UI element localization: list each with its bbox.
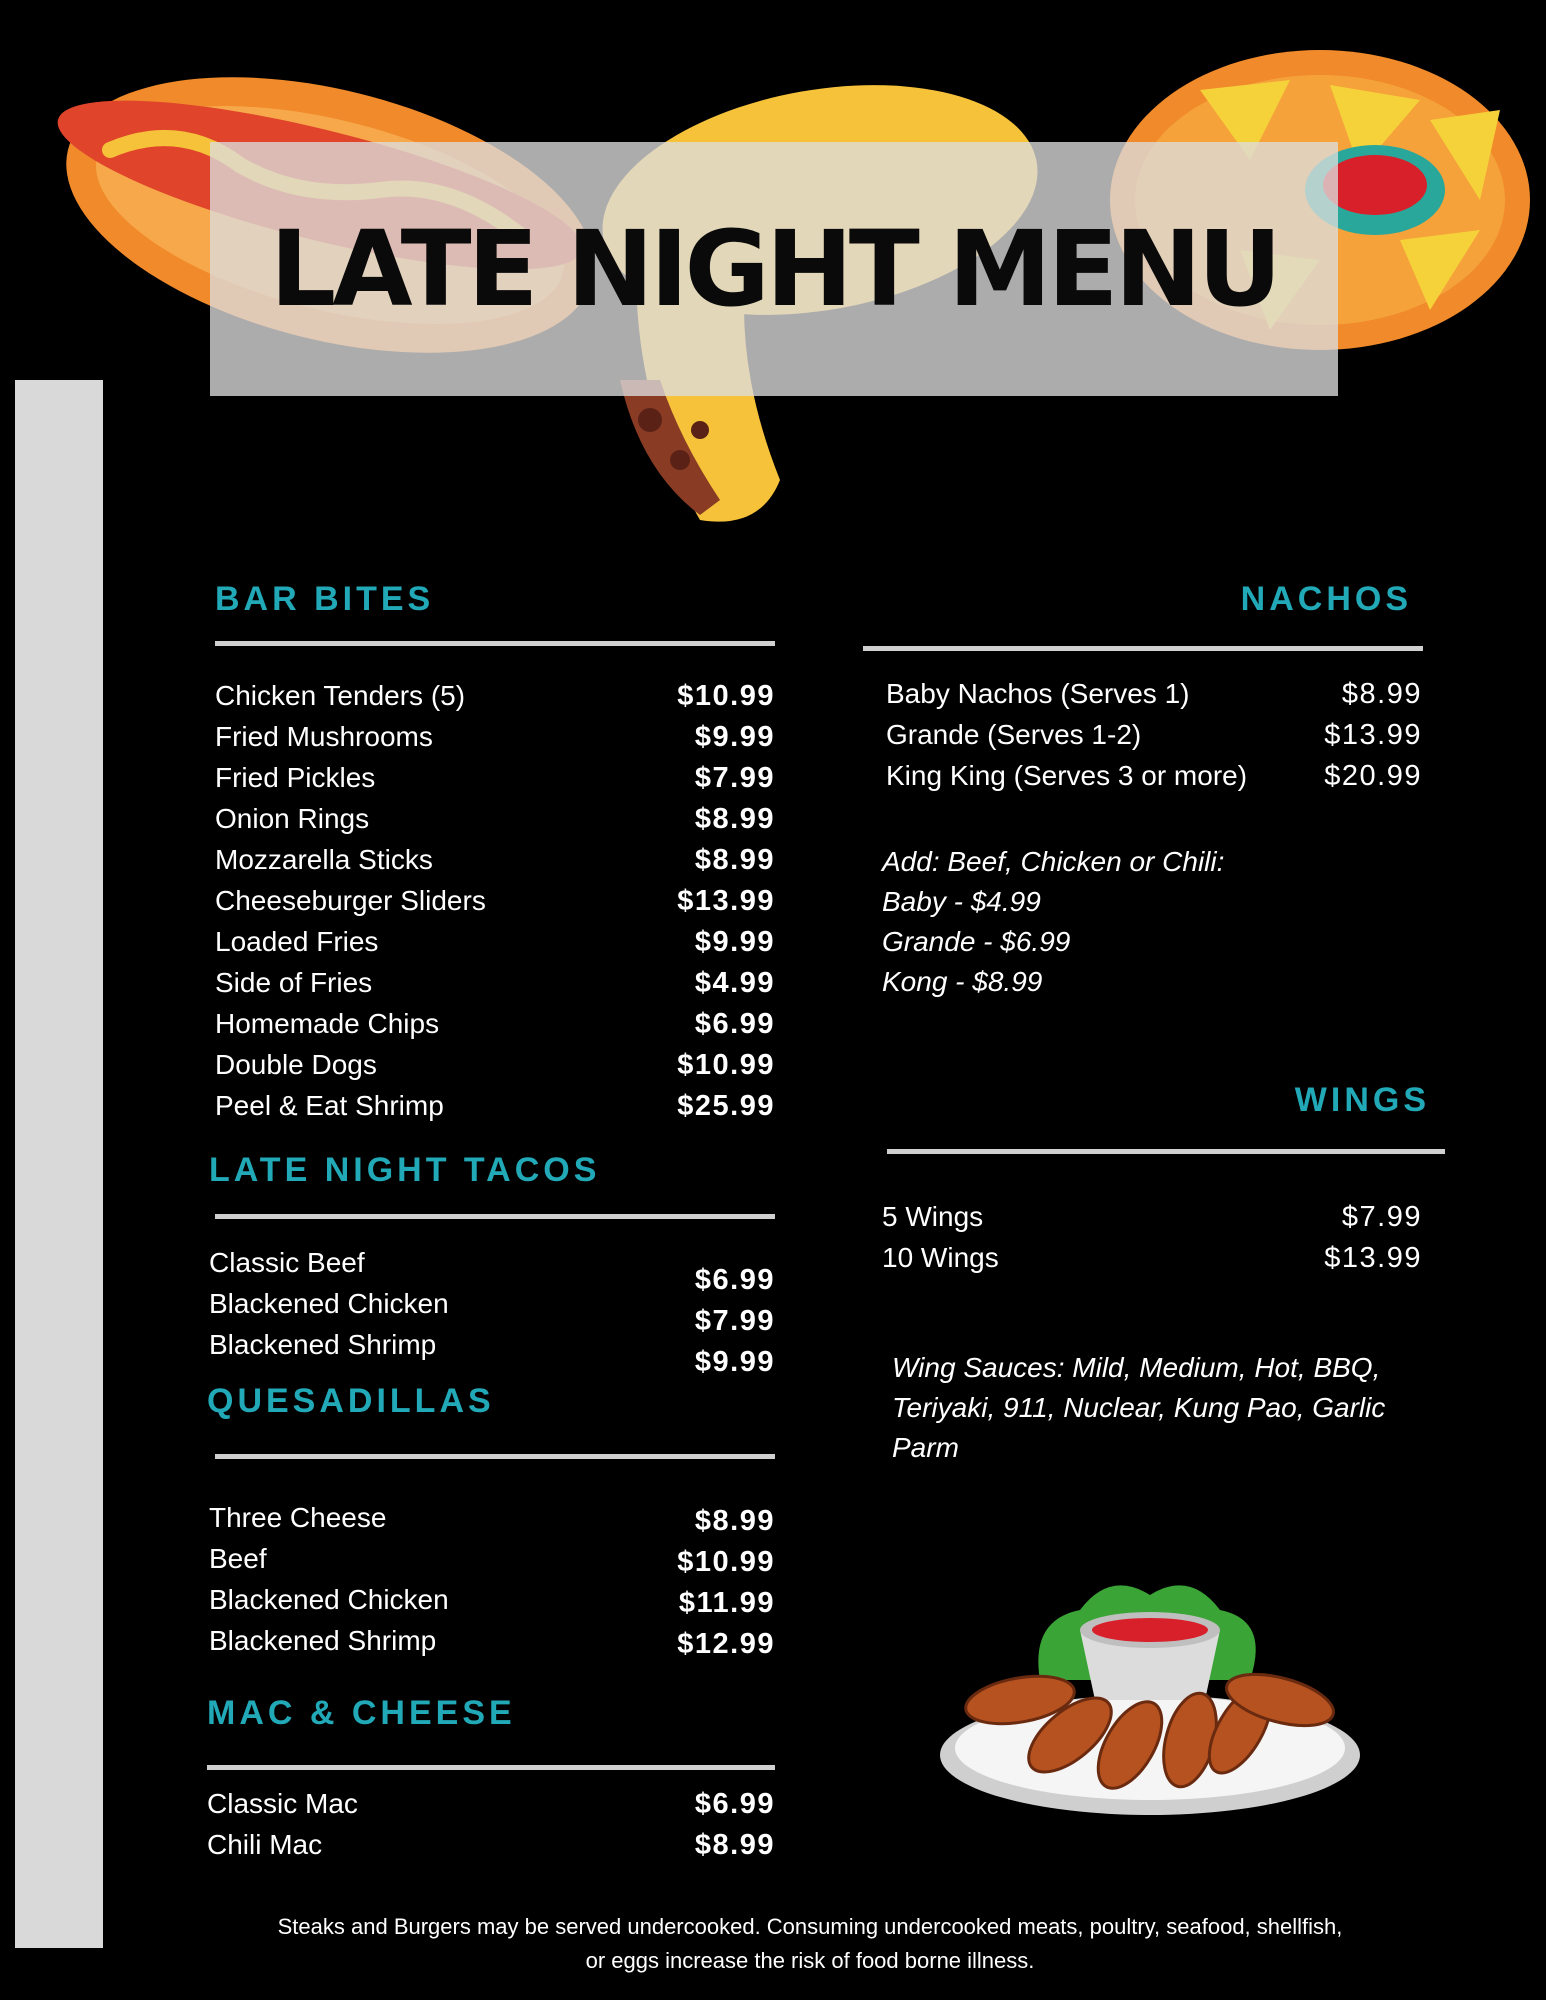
addon-line: Kong - $8.99 xyxy=(882,966,1043,997)
quesadillas-heading: QUESADILLAS xyxy=(207,1382,495,1420)
list-item xyxy=(215,844,775,885)
item-price: $9.99 xyxy=(694,721,775,753)
item-name: Peel & Eat Shrimp xyxy=(215,1090,444,1121)
list-item: Blackened Shrimp xyxy=(209,1625,437,1656)
item-price: $10.99 xyxy=(677,1049,775,1081)
page-title: LATE NIGHT MENU xyxy=(269,208,1279,330)
list-item xyxy=(215,885,775,926)
list-item xyxy=(882,1242,1422,1283)
item-price: $8.99 xyxy=(694,1829,775,1861)
wings-list xyxy=(882,1201,1422,1283)
list-item: Three Cheese xyxy=(209,1502,387,1533)
tacos-prices xyxy=(575,1260,775,1383)
item-name: Mozzarella Sticks xyxy=(215,844,433,875)
item-price: $13.99 xyxy=(1324,1242,1422,1274)
item-name: Chicken Tenders (5) xyxy=(215,680,466,711)
item-price: $13.99 xyxy=(677,885,775,917)
wings-heading: WINGS xyxy=(1294,1081,1430,1119)
nachos-list xyxy=(886,678,1422,801)
wings-rule xyxy=(887,1149,1445,1154)
nachos-addons xyxy=(882,842,1224,1002)
item-name: 10 Wings xyxy=(882,1242,999,1273)
item-name: King King (Serves 3 or more) xyxy=(886,760,1248,791)
item-name: Classic Mac xyxy=(207,1788,358,1819)
item-name: Fried Mushrooms xyxy=(215,721,433,752)
item-price: $9.99 xyxy=(694,1346,775,1378)
list-item: Blackened Chicken xyxy=(209,1288,449,1319)
item-name: Grande (Serves 1-2) xyxy=(886,719,1142,750)
mac-heading: MAC & CHEESE xyxy=(207,1694,516,1732)
list-item xyxy=(207,1788,775,1829)
item-name: Loaded Fries xyxy=(215,926,379,957)
addon-line: Add: Beef, Chicken or Chili: xyxy=(882,846,1225,877)
nachos-rule xyxy=(863,646,1423,651)
item-name: Homemade Chips xyxy=(215,1008,440,1039)
bar-bites-list xyxy=(215,680,775,1131)
list-item xyxy=(215,680,775,721)
item-name: Cheeseburger Sliders xyxy=(215,885,486,916)
item-price: $20.99 xyxy=(1324,760,1422,792)
list-item xyxy=(215,721,775,762)
item-price: $8.99 xyxy=(694,844,775,876)
list-item xyxy=(215,967,775,1008)
list-item xyxy=(215,803,775,844)
bar-bites-heading: BAR BITES xyxy=(215,580,435,618)
bar-bites-rule xyxy=(215,641,775,646)
item-price: $6.99 xyxy=(694,1788,775,1820)
item-price: $12.99 xyxy=(677,1628,775,1660)
item-name: 5 Wings xyxy=(882,1201,984,1232)
list-item xyxy=(215,926,775,967)
footer-disclaimer xyxy=(200,1910,1420,1978)
mac-list xyxy=(207,1788,775,1870)
item-price: $6.99 xyxy=(694,1264,775,1296)
list-item xyxy=(207,1829,775,1870)
list-item: Blackened Chicken xyxy=(209,1584,449,1615)
addon-line: Baby - $4.99 xyxy=(882,886,1041,917)
item-price: $6.99 xyxy=(694,1008,775,1040)
sauce-line: Wing Sauces: Mild, Medium, Hot, BBQ, xyxy=(892,1352,1381,1383)
tacos-items xyxy=(209,1242,449,1365)
quesadillas-items xyxy=(209,1497,449,1661)
nachos-heading: NACHOS xyxy=(1240,580,1412,618)
item-price: $7.99 xyxy=(1341,1201,1422,1233)
list-item xyxy=(882,1201,1422,1242)
list-item xyxy=(215,1049,775,1090)
item-price: $8.99 xyxy=(1341,678,1422,710)
disclaimer-line: or eggs increase the risk of food borne illness. xyxy=(585,1948,1035,1973)
item-price: $7.99 xyxy=(694,1305,775,1337)
left-decorative-bar xyxy=(15,380,103,1948)
tacos-rule xyxy=(215,1214,775,1219)
tacos-heading: LATE NIGHT TACOS xyxy=(209,1151,601,1189)
item-name: Fried Pickles xyxy=(215,762,376,793)
quesadillas-prices xyxy=(575,1501,775,1665)
sauce-line: Parm xyxy=(892,1432,959,1463)
list-item: Classic Beef xyxy=(209,1247,365,1278)
list-item xyxy=(886,719,1422,760)
item-name: Chili Mac xyxy=(207,1829,323,1860)
item-name: Baby Nachos (Serves 1) xyxy=(886,678,1190,709)
list-item: Beef xyxy=(209,1543,267,1574)
item-price: $8.99 xyxy=(694,1505,775,1537)
list-item xyxy=(886,678,1422,719)
list-item xyxy=(215,1008,775,1049)
item-price: $4.99 xyxy=(694,967,775,999)
addon-line: Grande - $6.99 xyxy=(882,926,1071,957)
list-item xyxy=(215,762,775,803)
item-price: $8.99 xyxy=(694,803,775,835)
item-name: Double Dogs xyxy=(215,1049,377,1080)
item-price: $25.99 xyxy=(677,1090,775,1122)
disclaimer-line: Steaks and Burgers may be served undercooked. Consuming undercooked meats, poultry, seafood, shellfish, xyxy=(277,1914,1343,1939)
list-item: Blackened Shrimp xyxy=(209,1329,437,1360)
item-price: $13.99 xyxy=(1324,719,1422,751)
sauce-line: Teriyaki, 911, Nuclear, Kung Pao, Garlic xyxy=(892,1392,1386,1423)
item-price: $10.99 xyxy=(677,1546,775,1578)
item-price: $7.99 xyxy=(694,762,775,794)
item-price: $11.99 xyxy=(678,1587,775,1619)
quesadillas-rule xyxy=(215,1454,775,1459)
item-name: Side of Fries xyxy=(215,967,373,998)
chicken-wings-icon xyxy=(930,1550,1370,1840)
item-price: $9.99 xyxy=(694,926,775,958)
list-item xyxy=(886,760,1422,801)
list-item xyxy=(215,1090,775,1131)
wing-sauces xyxy=(892,1348,1385,1468)
item-price: $10.99 xyxy=(677,680,775,712)
item-name: Onion Rings xyxy=(215,803,370,834)
mac-rule xyxy=(207,1765,775,1770)
